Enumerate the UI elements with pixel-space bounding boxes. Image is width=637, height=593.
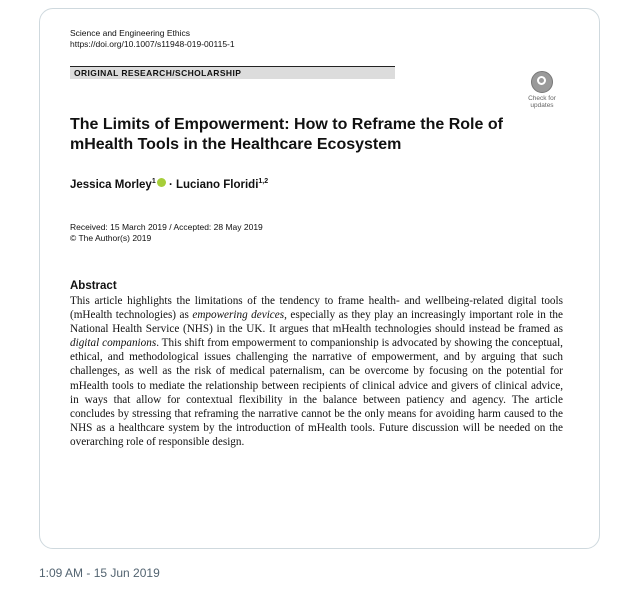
abstract-emphasis-2: digital companions	[70, 337, 157, 350]
abstract-heading: Abstract	[70, 280, 117, 292]
abstract-part-2: , especially as they play an increasingly important role in the National Health Service (NHS) in the UK. It argues that mHealth technologies should instead be framed as	[70, 309, 563, 336]
tweet-image-card[interactable]	[39, 8, 600, 549]
check-for-updates-badge	[522, 71, 562, 115]
author-2: Luciano Floridi	[175, 179, 259, 191]
abstract-part-3: . This shift from empowerment to companionship is advocated by showing the conceptual, ethical, and methodological issues challenging the narrative of empowerment, and by arguing that such challenges, as well as the risk of medical paternalism, can be overcome by focusing on the potential for mHealth tools to mediate the relationship between recipients of clinical advice and givers of clinical advice, in ways that allow for contextual flexibility in the balance between patiency and agency. The article concludes by stressing that reframing the narrative cannot be the only means for avoiding harm caused to the NHS as a healthcare system by the introduction of mHealth tools. Future discussion will be needed on the overarching role of responsible design.	[70, 337, 563, 448]
section-label: ORIGINAL RESEARCH/SCHOLARSHIP	[74, 68, 242, 78]
author-2-affiliation: 1,2	[258, 178, 269, 186]
author-separator: ·	[165, 179, 176, 191]
doi-link: https://doi.org/10.1007/s11948-019-00115-1	[70, 39, 235, 49]
check-updates-icon	[531, 71, 553, 93]
copyright: © The Author(s) 2019	[70, 233, 152, 243]
author-1: Jessica Morley	[70, 179, 152, 191]
publication-dates	[70, 222, 263, 244]
paper-title: The Limits of Empowerment: How to Reframe the Role of mHealth Tools in the Healthcare Ecosystem	[70, 116, 503, 153]
check-updates-line1: Check for	[528, 95, 556, 102]
orcid-icon	[157, 178, 166, 187]
authors	[70, 178, 268, 191]
tweet-timestamp[interactable]: 1:09 AM - 15 Jun 2019	[39, 566, 160, 580]
journal-name: Science and Engineering Ethics	[70, 28, 191, 38]
abstract-emphasis-1: empowering devices	[192, 309, 285, 322]
abstract-text	[70, 294, 563, 449]
check-updates-line2: updates	[530, 102, 554, 109]
abstract-part-1: This article highlights the limitations of the tendency to frame health- and wellbeing-related digital tools (mHealth technologies) as	[70, 295, 563, 322]
section-bar	[70, 66, 395, 79]
journal-info	[70, 28, 235, 50]
received-accepted: Received: 15 March 2019 / Accepted: 28 May 2019	[70, 222, 263, 232]
author-1-affiliation: 1	[151, 178, 156, 186]
